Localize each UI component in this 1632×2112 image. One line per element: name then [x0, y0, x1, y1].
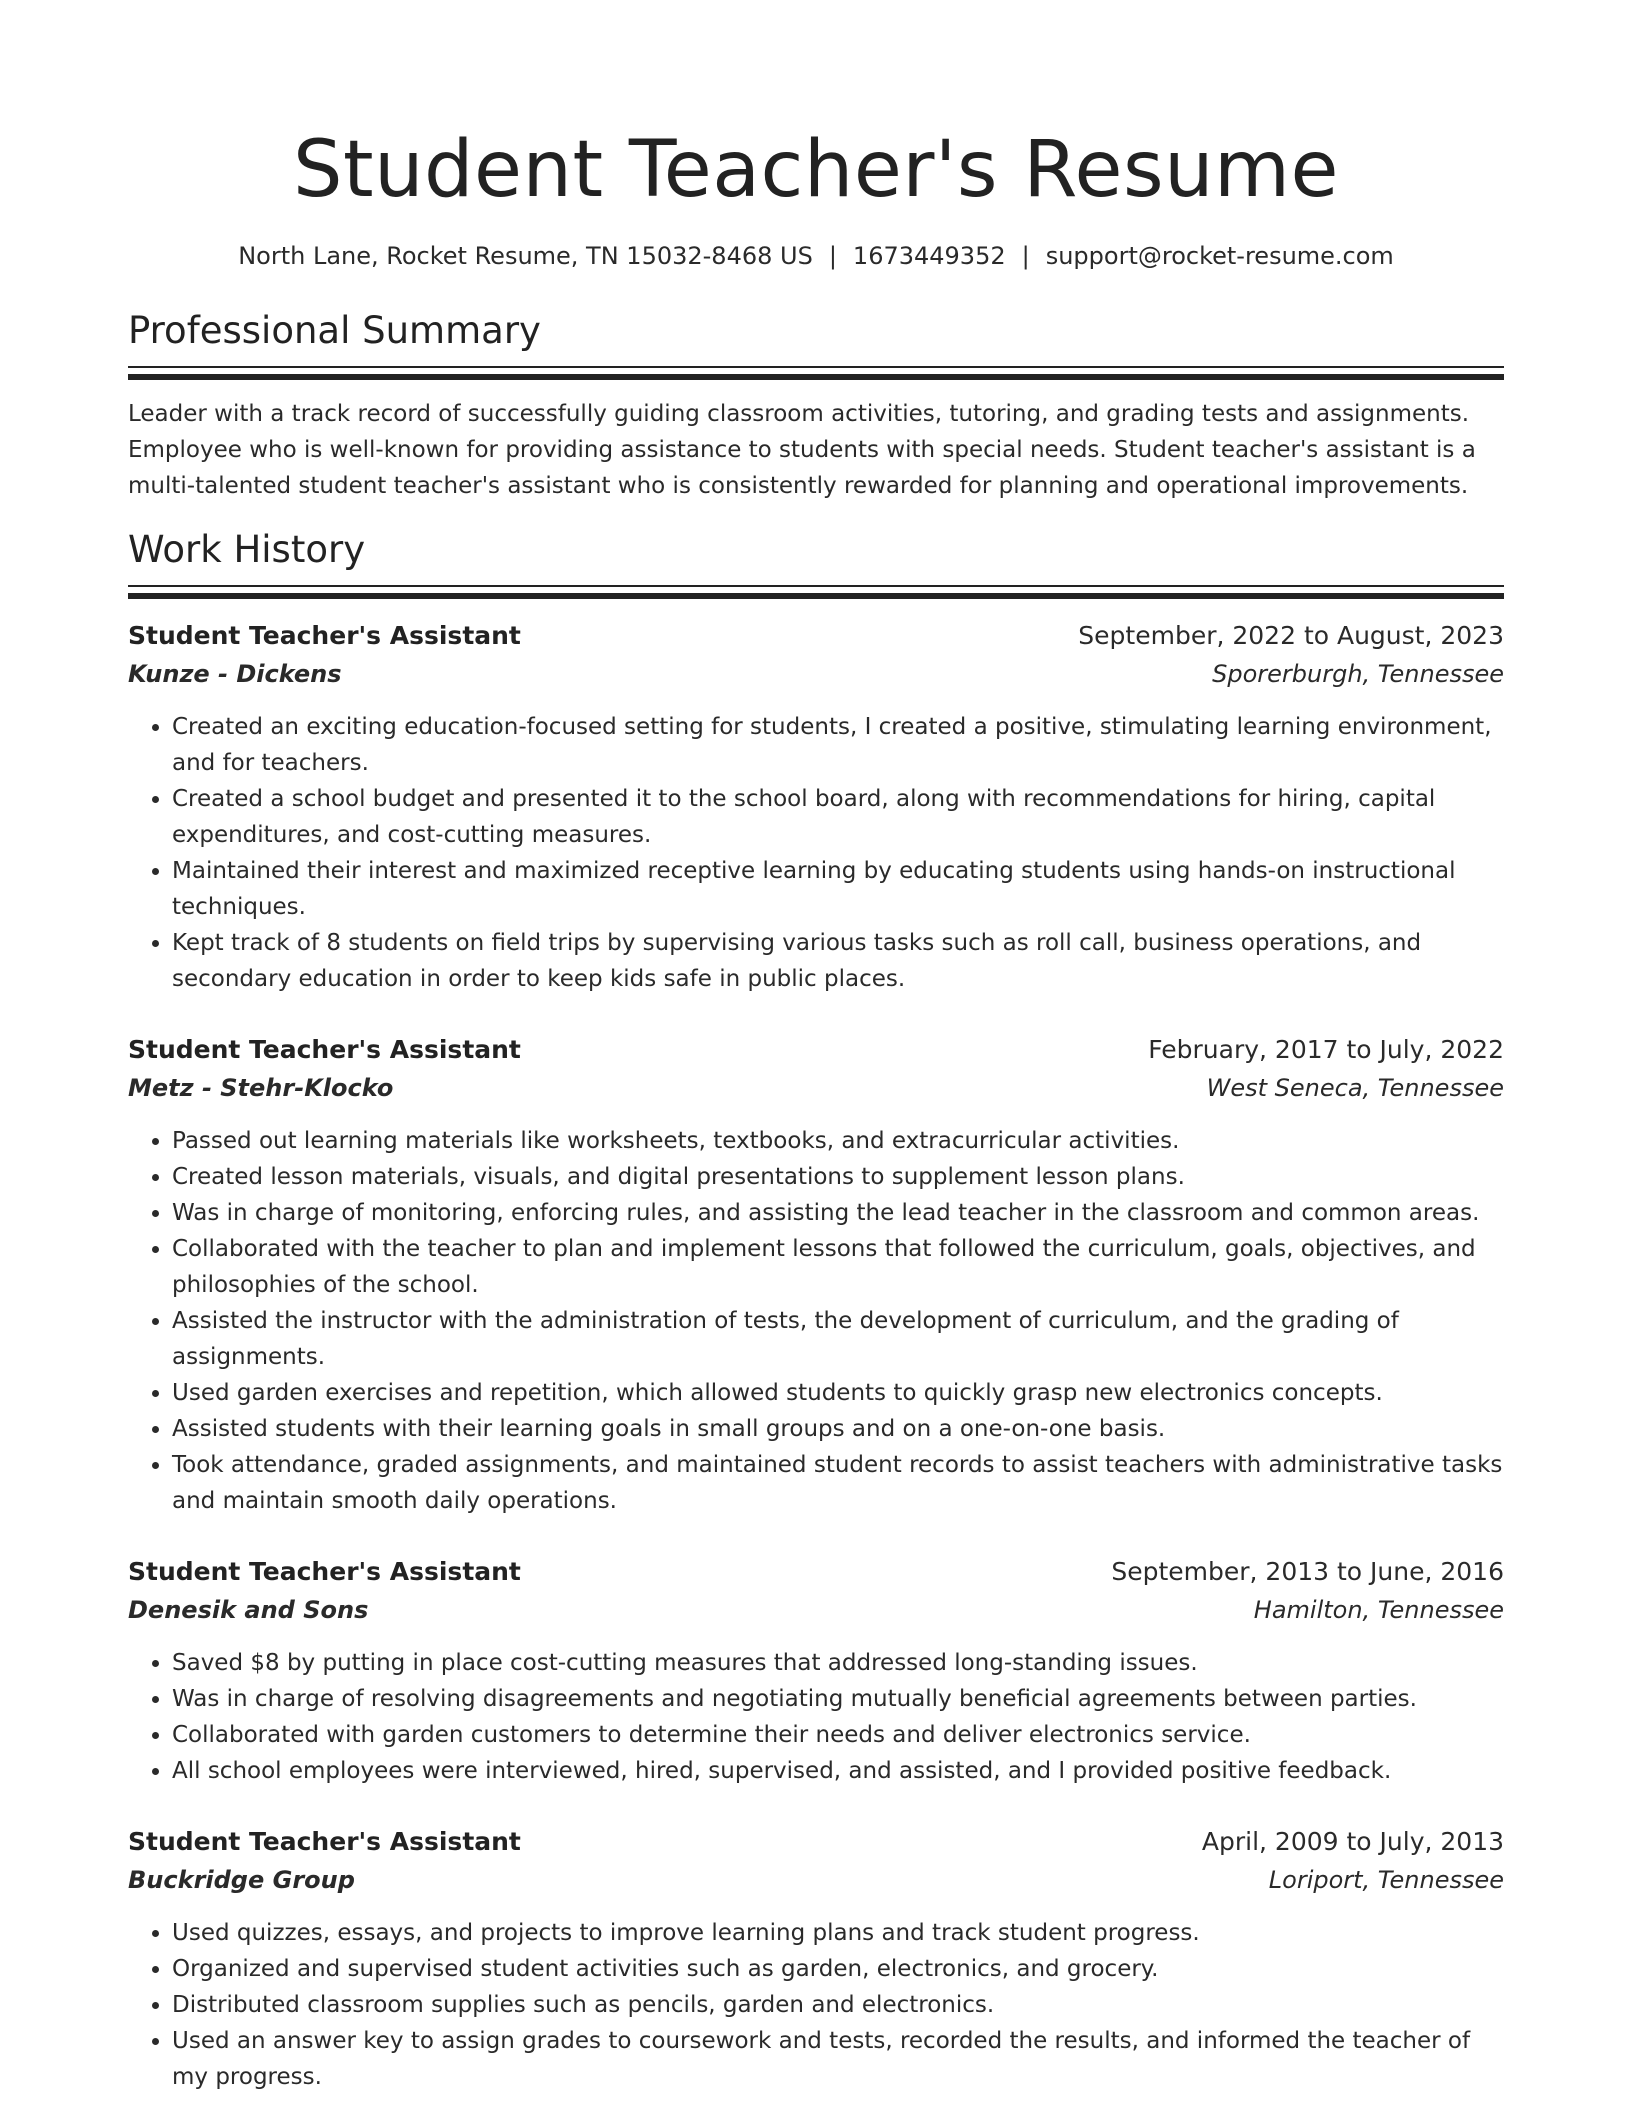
bullet-item: • Used garden exercises and repetition, which allowed students to quickly grasp new electronics concepts. [172, 1375, 1504, 1411]
bullet-item: • Created an exciting education-focused setting for students, I created a positive, stimulating learning environment, and for teachers. [172, 709, 1504, 781]
contact-address: North Lane, Rocket Resume, TN 15032-8468 US [238, 242, 813, 270]
bullet-item: • Used quizzes, essays, and projects to improve learning plans and track student progress. [172, 1915, 1504, 1951]
job-entry [128, 617, 1504, 997]
job-location: Hamilton, Tennessee [1253, 1596, 1504, 1624]
job-company: Metz - Stehr-Klocko [128, 1074, 394, 1102]
bullet-item: • Was in charge of monitoring, enforcing rules, and assisting the lead teacher in the classroom and common areas. [172, 1195, 1504, 1231]
bullet-item: • Saved $8 by putting in place cost-cutting measures that addressed long-standing issues. [172, 1645, 1504, 1681]
job-dates: February, 2017 to July, 2022 [1148, 1035, 1504, 1064]
job-company: Buckridge Group [128, 1866, 355, 1894]
job-dates: September, 2022 to August, 2023 [1078, 621, 1504, 650]
section-divider [128, 366, 1504, 380]
job-dates: September, 2013 to June, 2016 [1111, 1557, 1504, 1586]
contact-phone: 1673449352 [852, 242, 1006, 270]
section-heading-summary: Professional Summary [128, 309, 541, 352]
resume-page [128, 0, 1504, 2095]
bullet-item: • Kept track of 8 students on field trips by supervising various tasks such as roll call, business operations, and secondary education in order to keep kids safe in public places. [172, 925, 1504, 997]
bullet-item: • Maintained their interest and maximized receptive learning by educating students using hands-on instructional techniques. [172, 853, 1504, 925]
professional-summary-section [128, 308, 1504, 504]
bullet-item: • Assisted the instructor with the administration of tests, the development of curriculum, and the grading of assignments. [172, 1303, 1504, 1375]
contact-line [128, 240, 1504, 272]
contact-email: support@rocket-resume.com [1045, 242, 1394, 270]
bullet-item: • Organized and supervised student activities such as garden, electronics, and grocery. [172, 1951, 1504, 1987]
section-divider [128, 585, 1504, 599]
job-company: Denesik and Sons [128, 1596, 369, 1624]
bullet-item: • Used an answer key to assign grades to coursework and tests, recorded the results, and informed the teacher of my progress. [172, 2023, 1504, 2095]
job-title: Student Teacher's Assistant [128, 1035, 521, 1064]
job-entry [128, 1031, 1504, 1519]
job-dates: April, 2009 to July, 2013 [1201, 1827, 1504, 1856]
job-entry [128, 1823, 1504, 2095]
job-entry [128, 1553, 1504, 1789]
bullet-item: • All school employees were interviewed, hired, supervised, and assisted, and I provided positive feedback. [172, 1753, 1504, 1789]
contact-separator: | [1021, 242, 1030, 270]
bullet-item: • Created lesson materials, visuals, and digital presentations to supplement lesson plans. [172, 1159, 1504, 1195]
summary-text: Leader with a track record of successfully guiding classroom activities, tutoring, and grading tests and assignments. Employee who is well-known for providing assistance to students with special needs. Student teacher's assistant is a multi-talented student teacher's assistant who is consistently rewarded for planning and operational improvements. [128, 401, 1476, 499]
bullet-item: • Was in charge of resolving disagreements and negotiating mutually beneficial agreements between parties. [172, 1681, 1504, 1717]
bullet-item: • Collaborated with garden customers to determine their needs and deliver electronics service. [172, 1717, 1504, 1753]
bullet-item: • Distributed classroom supplies such as pencils, garden and electronics. [172, 1987, 1504, 2023]
job-title: Student Teacher's Assistant [128, 621, 521, 650]
job-company: Kunze - Dickens [128, 660, 342, 688]
section-heading-work: Work History [128, 528, 366, 571]
job-bullets [128, 1645, 1504, 1789]
bullet-item: • Created a school budget and presented it to the school board, along with recommendations for hiring, capital expenditures, and cost-cutting measures. [172, 781, 1504, 853]
work-history-section [128, 527, 1504, 2095]
job-title: Student Teacher's Assistant [128, 1557, 521, 1586]
contact-separator: | [828, 242, 837, 270]
job-title: Student Teacher's Assistant [128, 1827, 521, 1856]
bullet-item: • Assisted students with their learning goals in small groups and on a one-on-one basis. [172, 1411, 1504, 1447]
bullet-item: • Passed out learning materials like worksheets, textbooks, and extracurricular activities. [172, 1123, 1504, 1159]
job-bullets [128, 1915, 1504, 2095]
job-location: Loriport, Tennessee [1268, 1866, 1504, 1894]
resume-title: Student Teacher's Resume [293, 125, 1339, 215]
job-bullets [128, 1123, 1504, 1519]
bullet-item: • Collaborated with the teacher to plan and implement lessons that followed the curriculum, goals, objectives, and philosophies of the school. [172, 1231, 1504, 1303]
job-bullets [128, 709, 1504, 997]
job-location: Sporerburgh, Tennessee [1212, 660, 1504, 688]
bullet-item: • Took attendance, graded assignments, and maintained student records to assist teachers with administrative tasks and maintain smooth daily operations. [172, 1447, 1504, 1519]
job-location: West Seneca, Tennessee [1206, 1074, 1504, 1102]
